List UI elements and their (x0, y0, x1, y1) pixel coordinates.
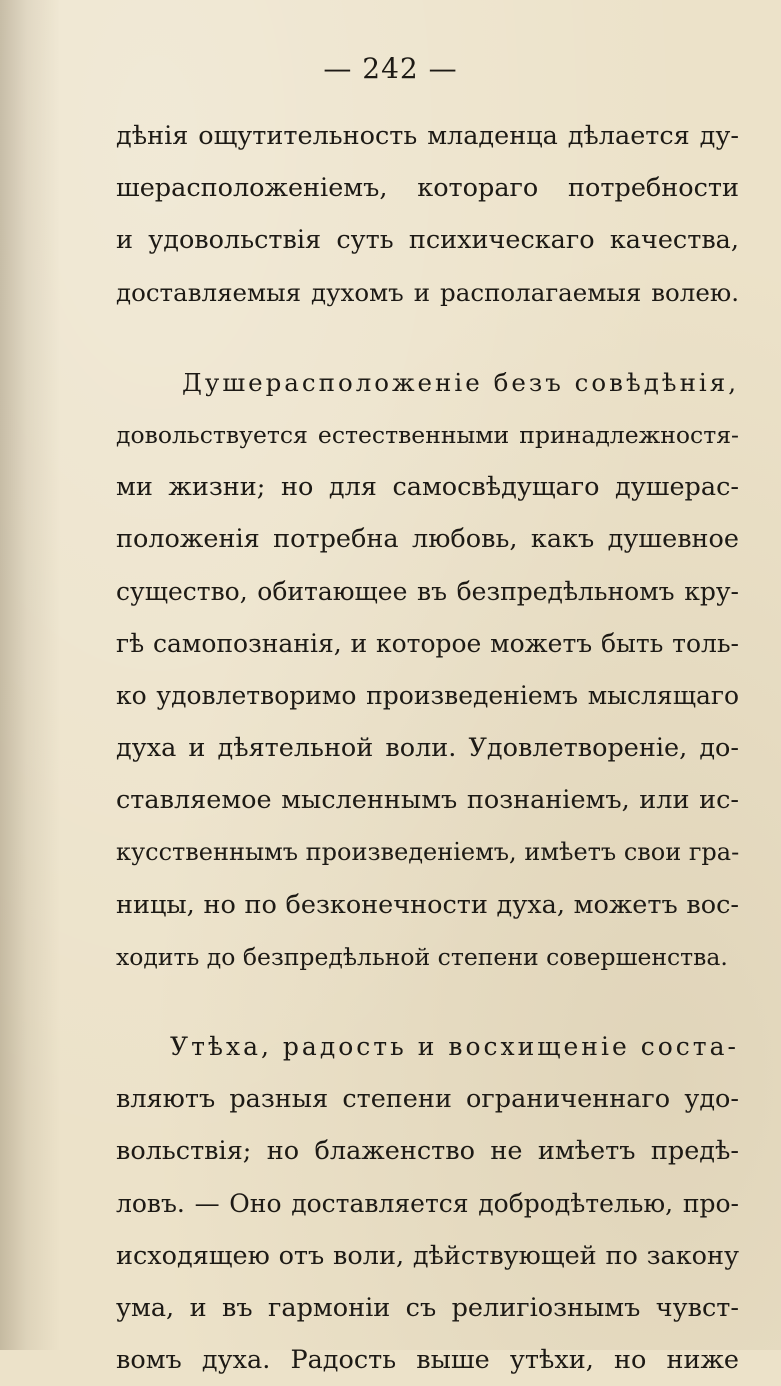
text-line: ума, и въ гармоніи съ религіознымъ чувст- (116, 1292, 739, 1323)
text-line: существо, обитающее въ безпредѣльномъ кру- (116, 576, 739, 606)
text-line: вляютъ разныя степени ограниченнаго удо- (116, 1084, 739, 1115)
text-line: кусственнымъ произведеніемъ, имѣетъ свои гра- (116, 838, 740, 867)
text-line: ко удовлетворимо произведеніемъ мыслящаго (116, 680, 739, 710)
text-line: исходящею отъ воли, дѣйствующей по закону (116, 1240, 739, 1271)
text-line: довольствуется естественными принадлежностя- (116, 420, 739, 449)
paragraph-3 (116, 1021, 739, 1386)
text-line: шерасположеніемъ, котораго потребности (116, 173, 739, 204)
text-line: и удовольствія суть психическаго качества, (116, 225, 739, 256)
paragraph-1 (116, 110, 739, 319)
text-line-indented: Душерасположеніе безъ совѣдѣнія, (182, 367, 739, 397)
text-line-indented: Утѣха, радость и восхищеніе соста- (170, 1032, 739, 1061)
text-line: ми жизни; но для самосвѣдущаго душерас- (116, 472, 739, 503)
text-line: доставляемыя духомъ и располагаемыя волею. (116, 277, 739, 307)
paragraph-gap (116, 319, 739, 357)
text-line: ставляемое мысленнымъ познаніемъ, или ис- (116, 785, 739, 816)
body-text (116, 110, 739, 1386)
page-spine-shadow (0, 0, 60, 1350)
text-line: ходить до безпредѣльной степени совершенства. (116, 942, 728, 971)
text-line: дѣнія ощутительность младенца дѣлается ду- (116, 121, 739, 151)
text-line: гѣ самопознанія, и которое можетъ быть толь- (116, 628, 739, 658)
paragraph-2 (116, 357, 739, 983)
page-number: — 242 — (323, 52, 458, 85)
text-line: ловъ. — Оно доставляется добродѣтелью, про- (116, 1188, 739, 1218)
text-line: ницы, но по безконечности духа, можетъ вос- (116, 889, 739, 920)
paragraph-gap (116, 983, 739, 1021)
text-line: духа и дѣятельной воли. Удовлетвореніе, до- (116, 733, 739, 764)
text-line: положенія потребна любовь, какъ душевное (116, 524, 739, 555)
text-line: вольствія; но блаженство не имѣетъ предѣ- (116, 1136, 739, 1167)
text-line: вомъ духа. Радость выше утѣхи, но ниже (116, 1345, 739, 1376)
